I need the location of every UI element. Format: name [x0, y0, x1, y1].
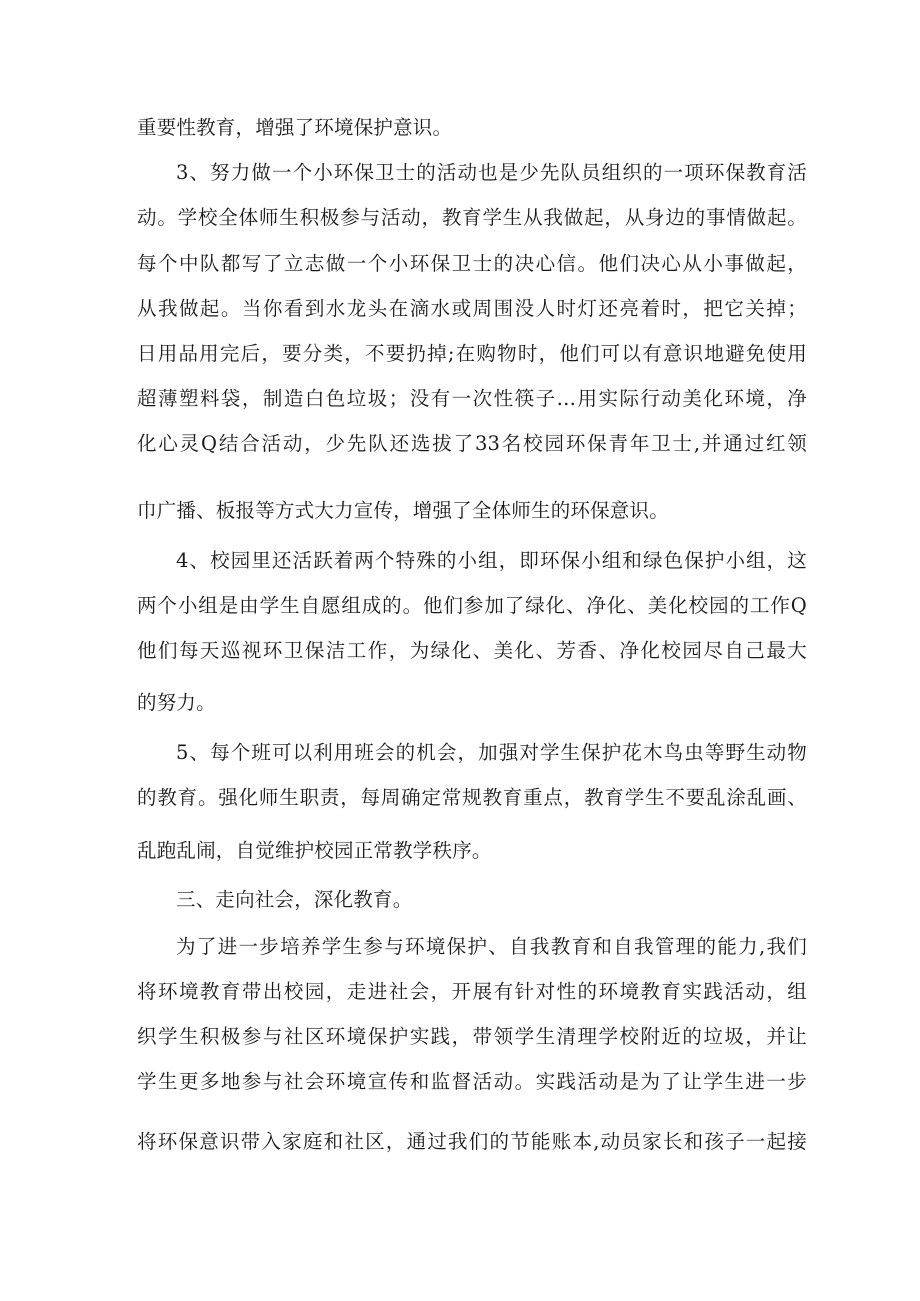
text-line: 化心灵Q结合活动，少先队还选拔了33名校园环保青年卫士,并通过红领 — [137, 432, 807, 455]
text-line: 乱跑乱闹，自觉维护校园正常教学秩序。 — [137, 839, 492, 862]
text-line: 将环保意识带入家庭和社区，通过我们的节能账本,动员家长和孩子一起接 — [137, 1130, 807, 1153]
text-line: 的教育。强化师生职责，每周确定常规教育重点，教育学生不要乱涂乱画、 — [137, 786, 807, 809]
text-line: 织学生积极参与社区环境保护实践，带领学生清理学校附近的垃圾，并让 — [137, 1025, 807, 1048]
text-line: 动。学校全体师生积极参与活动，教育学生从我做起，从身边的事情做起。 — [137, 206, 807, 229]
text-line: 他们每天巡视环卫保洁工作，为绿化、美化、芳香、净化校园尽自己最大 — [137, 639, 807, 662]
text-line: 重要性教育，增强了环境保护意识。 — [137, 116, 453, 139]
text-line: 巾广播、板报等方式大力宣传，增强了全体师生的环保意识。 — [137, 499, 669, 522]
text-line: 学生更多地参与社会环境宣传和监督活动。实践活动是为了让学生进一步 — [137, 1070, 807, 1093]
section-heading: 三、走向社会，深化教育。 — [176, 888, 413, 911]
text-line: 将环境教育带出校园，走进社会，开展有针对性的环境教育实践活动，组 — [137, 980, 807, 1003]
text-line: 日用品用完后，要分类，不要扔掉;在购物时，他们可以有意识地避免使用 — [137, 342, 807, 365]
text-line: 每个中队都写了立志做一个小环保卫士的决心信。他们决心从小事做起， — [137, 252, 807, 275]
text-line: 超薄塑料袋，制造白色垃圾；没有一次性筷子…用实际行动美化环境，净 — [137, 387, 807, 410]
paragraph-4-start: 4、校园里还活跃着两个特殊的小组，即环保小组和绿色保护小组，这 — [176, 549, 807, 572]
paragraph-start: 为了进一步培养学生参与环境保护、自我教育和自我管理的能力,我们 — [176, 935, 807, 958]
text-line: 的努力。 — [137, 691, 216, 714]
text-line: 从我做起。当你看到水龙头在滴水或周围没人时灯还亮着时，把它关掉； — [137, 297, 807, 320]
paragraph-3-start: 3、努力做一个小环保卫士的活动也是少先队员组织的一项环保教育活 — [176, 161, 807, 184]
paragraph-5-start: 5、每个班可以利用班会的机会，加强对学生保护花木鸟虫等野生动物 — [176, 741, 807, 764]
text-line: 两个小组是由学生自愿组成的。他们参加了绿化、净化、美化校园的工作Q — [137, 594, 807, 617]
